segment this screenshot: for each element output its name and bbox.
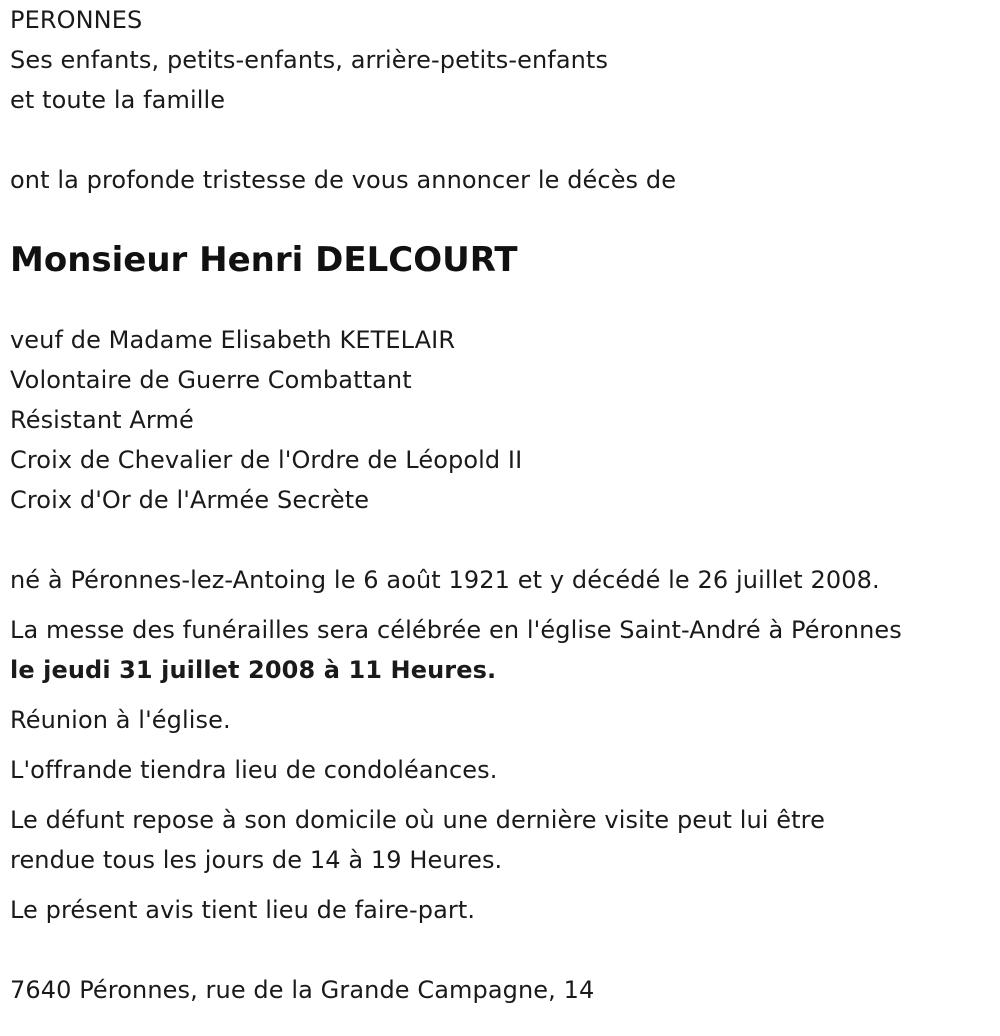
announcement-text: ont la profonde tristesse de vous annoncer le décès de (10, 166, 677, 194)
title-line: Volontaire de Guerre Combattant (10, 366, 412, 394)
title-line: veuf de Madame Elisabeth KETELAIR (10, 326, 456, 354)
funeral-line: La messe des funérailles sera célébrée en l'église Saint-André à Péronnes (10, 616, 902, 644)
offering-line: L'offrande tiendra lieu de condoléances. (10, 756, 498, 784)
family-line-1: Ses enfants, petits-enfants, arrière-petits-enfants (10, 46, 609, 74)
title-line: Résistant Armé (10, 406, 194, 434)
title-line: Croix d'Or de l'Armée Secrète (10, 486, 370, 514)
deceased-name: Monsieur Henri DELCOURT (10, 240, 518, 280)
town-heading: PERONNES (10, 6, 143, 34)
notice-line: Le présent avis tient lieu de faire-part. (10, 896, 476, 924)
death-notice (10, 0, 990, 1010)
visit-line-1: Le défunt repose à son domicile où une dernière visite peut lui être (10, 806, 825, 834)
meeting-line: Réunion à l'église. (10, 706, 231, 734)
title-line: Croix de Chevalier de l'Ordre de Léopold II (10, 446, 523, 474)
family-line-2: et toute la famille (10, 86, 226, 114)
funeral-date: le jeudi 31 juillet 2008 à 11 Heures. (10, 656, 497, 684)
address-line: 7640 Péronnes, rue de la Grande Campagne, 14 (10, 976, 595, 1004)
birth-death-line: né à Péronnes-lez-Antoing le 6 août 1921 et y décédé le 26 juillet 2008. (10, 566, 880, 594)
visit-line-2: rendue tous les jours de 14 à 19 Heures. (10, 846, 503, 874)
